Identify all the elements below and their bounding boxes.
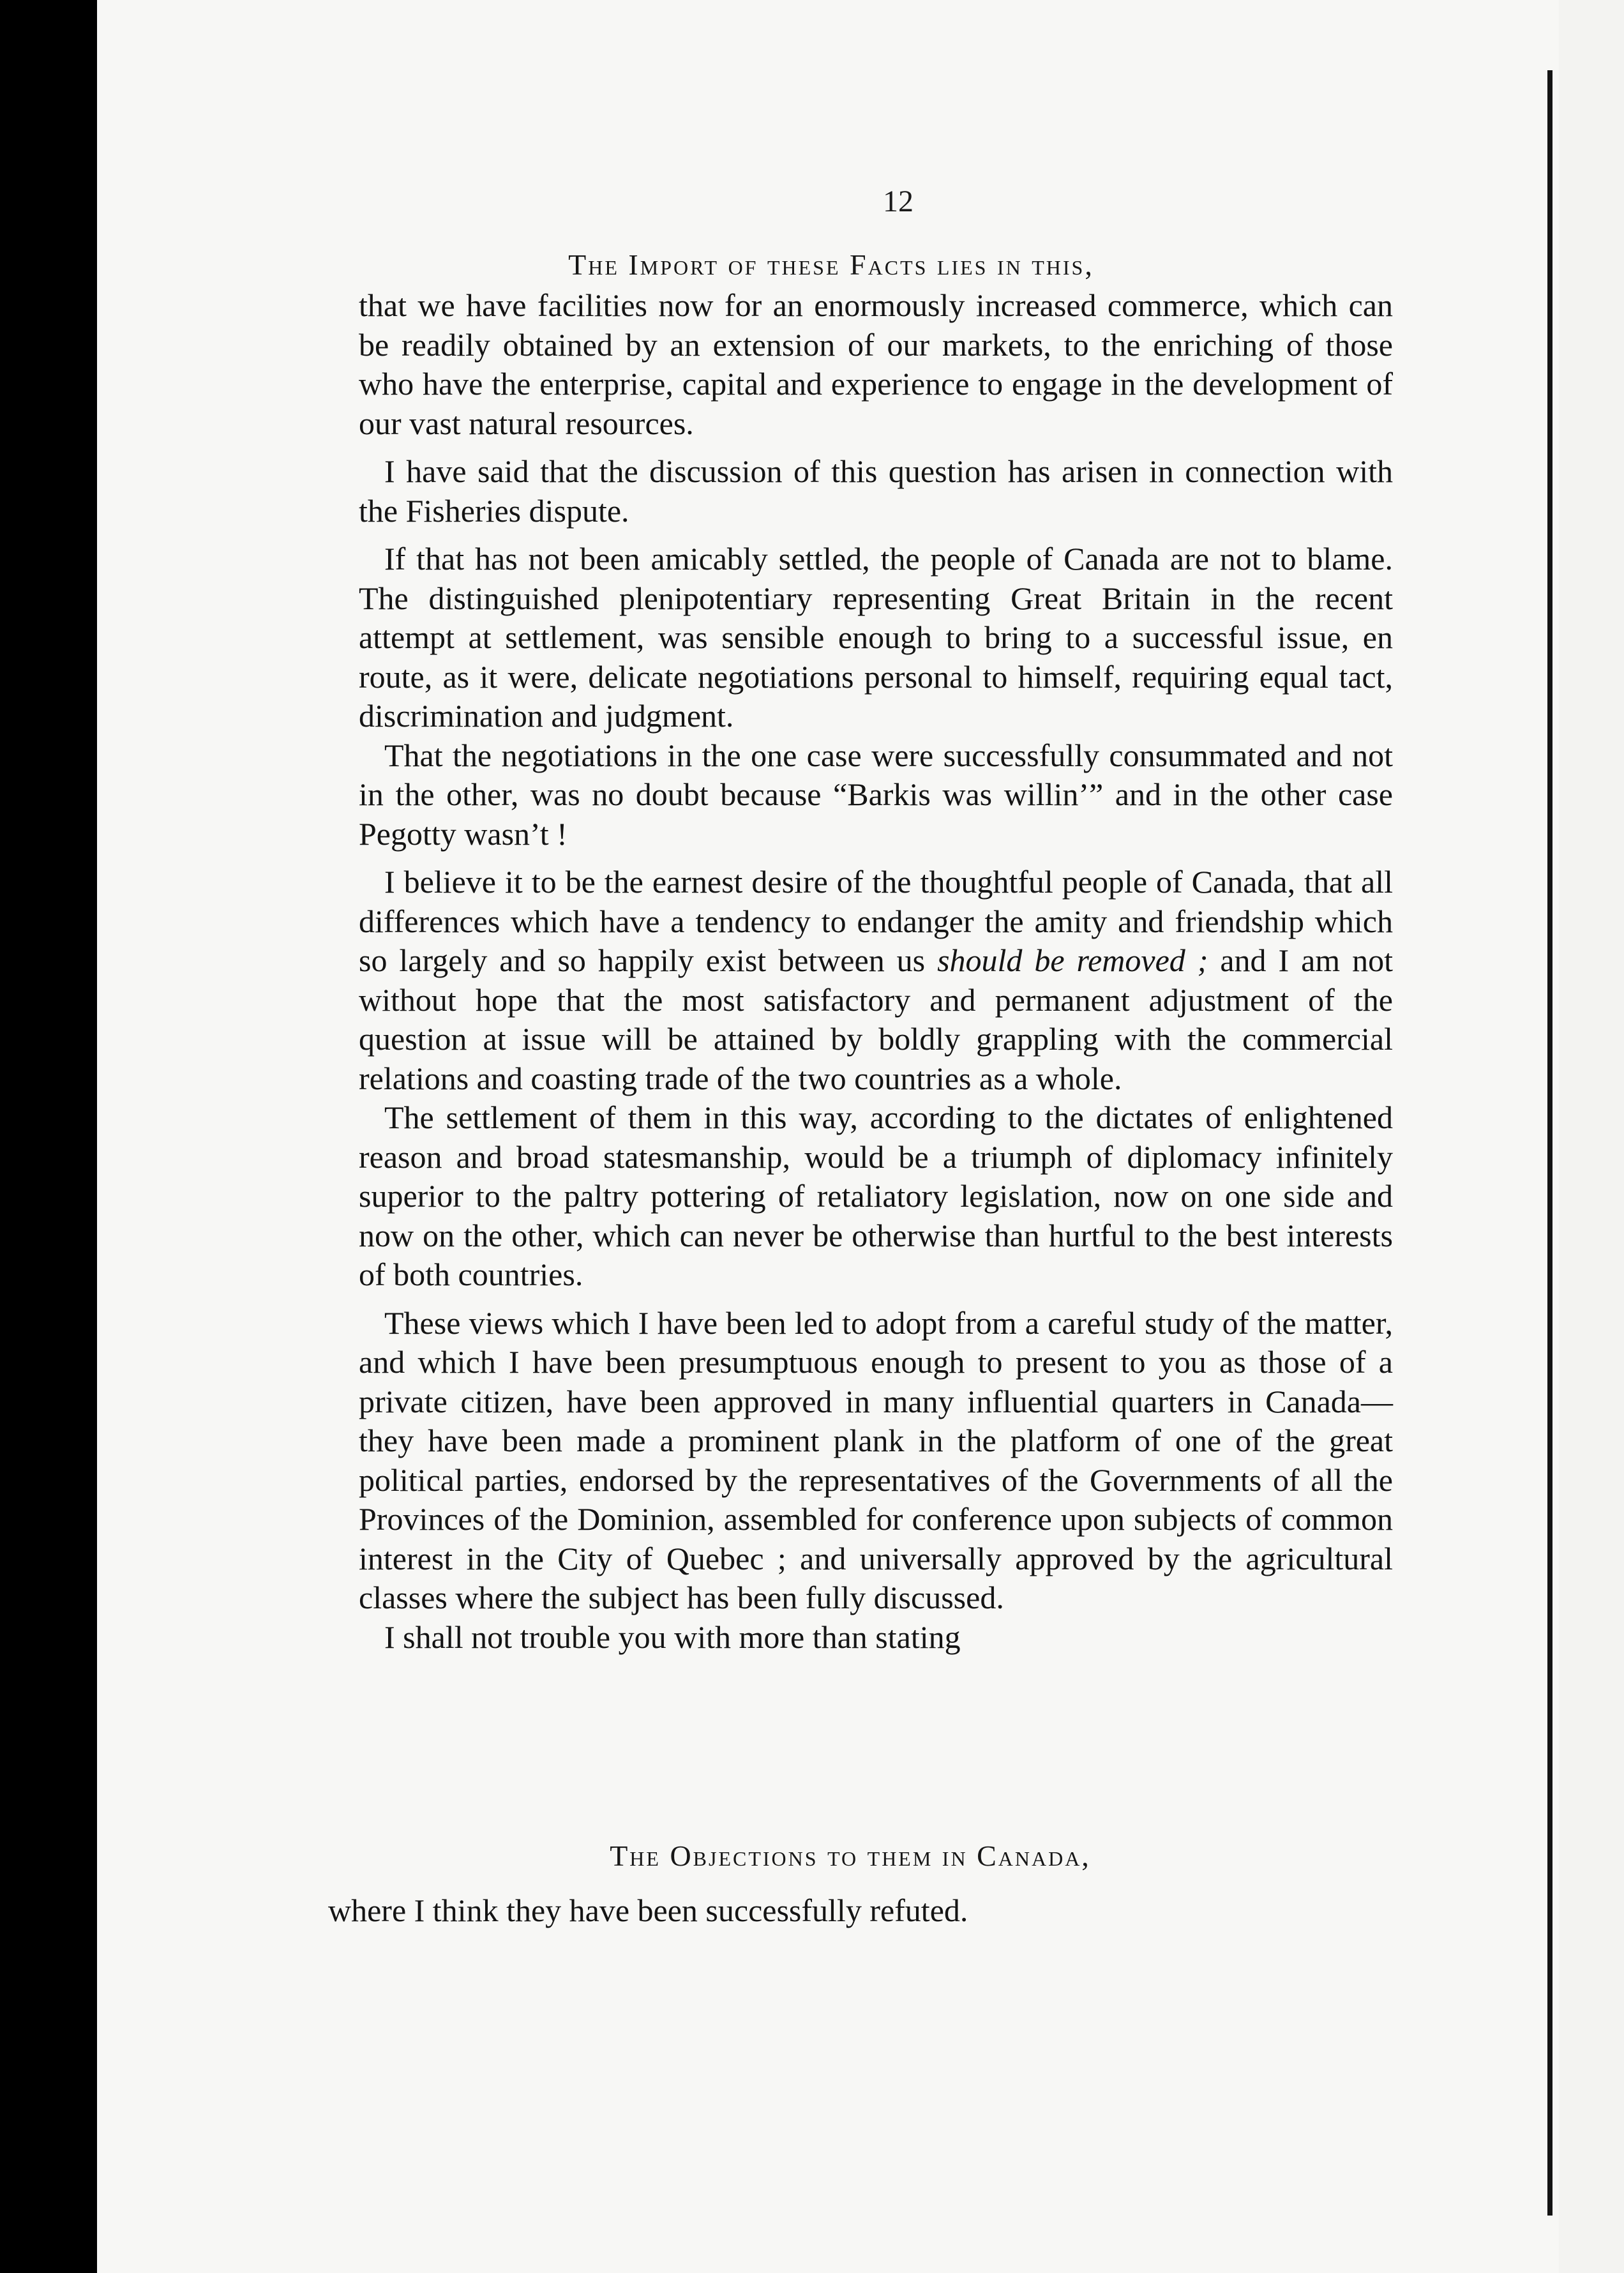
paragraph-trouble: I shall not trouble you with more than stating: [384, 1619, 961, 1655]
paragraph-earnest-desire-after: and I am not without hope that the most satisfactory and permanent adjustment of the question at issue will be attained by boldly grappling with the commercial relations and coasting trade of the two countries as a whole.: [359, 942, 1394, 1096]
paragraph-earnest-desire: [359, 863, 1393, 1098]
paragraph-negotiations: That the negotiations in the one case were successfully consummated and not in the other, was no doubt because “Barkis was willin’” and in the other case Pegotty wasn’t !: [359, 737, 1393, 852]
adjacent-page-edge: [1559, 0, 1624, 2273]
italic-phrase: should be removed ;: [937, 942, 1208, 978]
paragraph-views: These views which I have been led to adopt from a careful study of the matter, and which I have been presumptuous enough to present to you as those of a private citizen, have been approved in many influential quarters in Canada—they have been made a prominent plank in the platform of one of the great political parties, endorsed by the representatives of the Governments of all the Provinces of the Dominion, assembled for conference upon subjects of common interest in the City of Quebec ; and universally approved by the agricultural classes where the subject has been fully discussed.: [359, 1304, 1393, 1615]
paragraph-discussion: I have said that the discussion of this question has arisen in connection with the Fisheries dispute.: [359, 453, 1393, 529]
paragraph-closing: where I think they have been successfully refuted.: [328, 1892, 968, 1928]
section-heading-import: The Import of these Facts lies in this,: [568, 248, 1094, 281]
paragraph-facilities: that we have facilities now for an enormously increased commerce, which can be readily obtained by an extension of our markets, to the enriching of those who have the enterprise, capital and experience to engage in the development of our vast natural resources.: [359, 287, 1393, 441]
closing-text: [328, 1891, 1413, 1931]
paragraph-amicably-settled: If that has not been amicably settled, the people of Canada are not to blame. The distinguished plenipotentiary representing Great Britain in the recent attempt at settlement, was sensible enough to bring to a successful issue, en route, as it were, delicate negotiations personal to himself, requiring equal tact, discrimination and judgment.: [359, 541, 1393, 734]
paragraph-settlement: The settlement of them in this way, according to the dictates of enlightened reason and broad statesmanship, would be a triumph of diplomacy infinitely superior to the paltry pottering of retaliatory legislation, now on one side and now on the other, which can never be otherwise than hurtful to the best interests of both countries.: [359, 1099, 1393, 1292]
paragraph-earnest-desire-before: I believe it to be the earnest desire of the thoughtful people of Canada, that all differences which have a tendency to endanger the amity and friendship which so largely and so happily exist between us: [359, 864, 1393, 978]
page-number: 12: [883, 185, 914, 218]
section-heading-objections: The Objections to them in Canada,: [610, 1839, 1091, 1872]
page-gutter: [1547, 70, 1553, 2216]
document-page: [97, 0, 1559, 2273]
body-text: [359, 286, 1393, 1657]
